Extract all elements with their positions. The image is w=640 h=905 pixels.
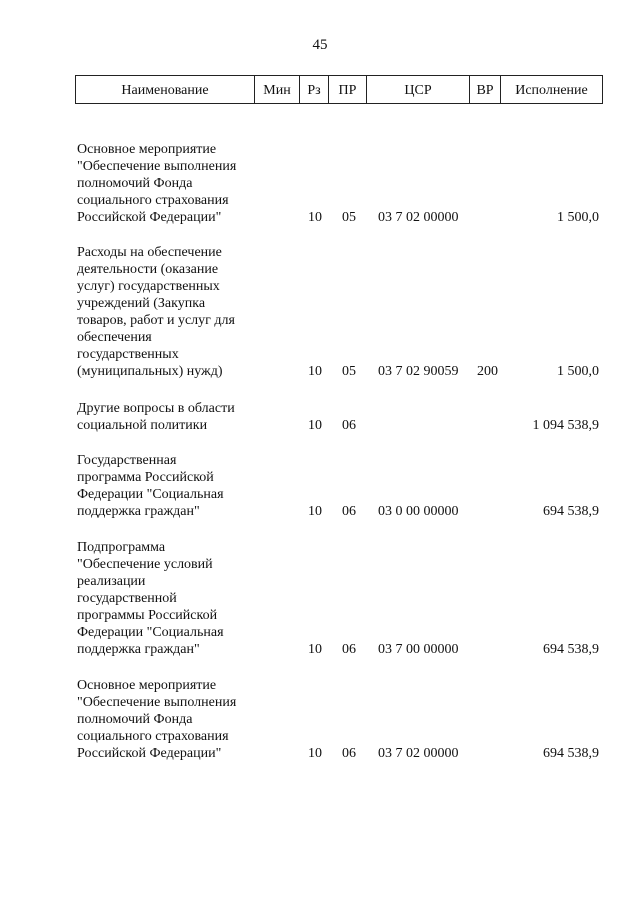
- row-rz: 10: [308, 642, 322, 657]
- header-csr: ЦСР: [367, 76, 470, 103]
- row-name: Подпрограмма "Обеспечение условий реализации государственной программы Российской Федерации "Социальная поддержка граждан": [77, 540, 224, 657]
- row-name: Расходы на обеспечение деятельности (оказание услуг) государственных учреждений (Закупка товаров, работ и услуг для обеспечения государственных (муниципальных) нужд): [77, 245, 235, 379]
- table-row: [77, 452, 603, 520]
- row-name: Основное мероприятие "Обеспечение выполнения полномочий Фонда социального страхования Российской Федерации": [77, 678, 237, 761]
- header-name: Наименование: [76, 76, 255, 103]
- table-row: [77, 244, 603, 380]
- row-rz: 10: [308, 210, 322, 225]
- row-pr: 06: [342, 642, 356, 657]
- row-rz: 10: [308, 418, 322, 433]
- row-name: Другие вопросы в области социальной политики: [77, 401, 235, 433]
- row-pr: 06: [342, 504, 356, 519]
- row-csr: 03 7 02 00000: [378, 746, 459, 761]
- header-pr: ПР: [329, 76, 367, 103]
- table-row: [77, 677, 603, 762]
- row-pr: 05: [342, 364, 356, 379]
- table-row: [77, 141, 603, 226]
- row-pr: 05: [342, 210, 356, 225]
- header-min: Мин: [255, 76, 300, 103]
- row-isp: 1 500,0: [557, 210, 599, 225]
- row-isp: 694 538,9: [543, 746, 599, 761]
- row-rz: 10: [308, 746, 322, 761]
- row-rz: 10: [308, 504, 322, 519]
- table-row: [77, 539, 603, 658]
- row-isp: 694 538,9: [543, 642, 599, 657]
- row-pr: 06: [342, 418, 356, 433]
- row-name: Государственная программа Российской Федерации "Социальная поддержка граждан": [77, 453, 224, 519]
- row-isp: 1 500,0: [557, 364, 599, 379]
- row-csr: 03 7 02 00000: [378, 210, 459, 225]
- row-isp: 1 094 538,9: [532, 418, 599, 433]
- row-csr: 03 0 00 00000: [378, 504, 459, 519]
- row-name: Основное мероприятие "Обеспечение выполнения полномочий Фонда социального страхования Российской Федерации": [77, 142, 237, 225]
- page-number: 45: [312, 37, 328, 53]
- header-rz: Рз: [300, 76, 329, 103]
- row-pr: 06: [342, 746, 356, 761]
- header-vr: ВР: [470, 76, 501, 103]
- header-isp: Исполнение: [515, 82, 588, 98]
- row-isp: 694 538,9: [543, 504, 599, 519]
- row-csr: 03 7 02 90059: [378, 364, 459, 379]
- table-row: [77, 400, 603, 434]
- row-rz: 10: [308, 364, 322, 379]
- row-vr: 200: [477, 364, 498, 379]
- row-csr: 03 7 00 00000: [378, 642, 459, 657]
- table-header: [75, 75, 603, 104]
